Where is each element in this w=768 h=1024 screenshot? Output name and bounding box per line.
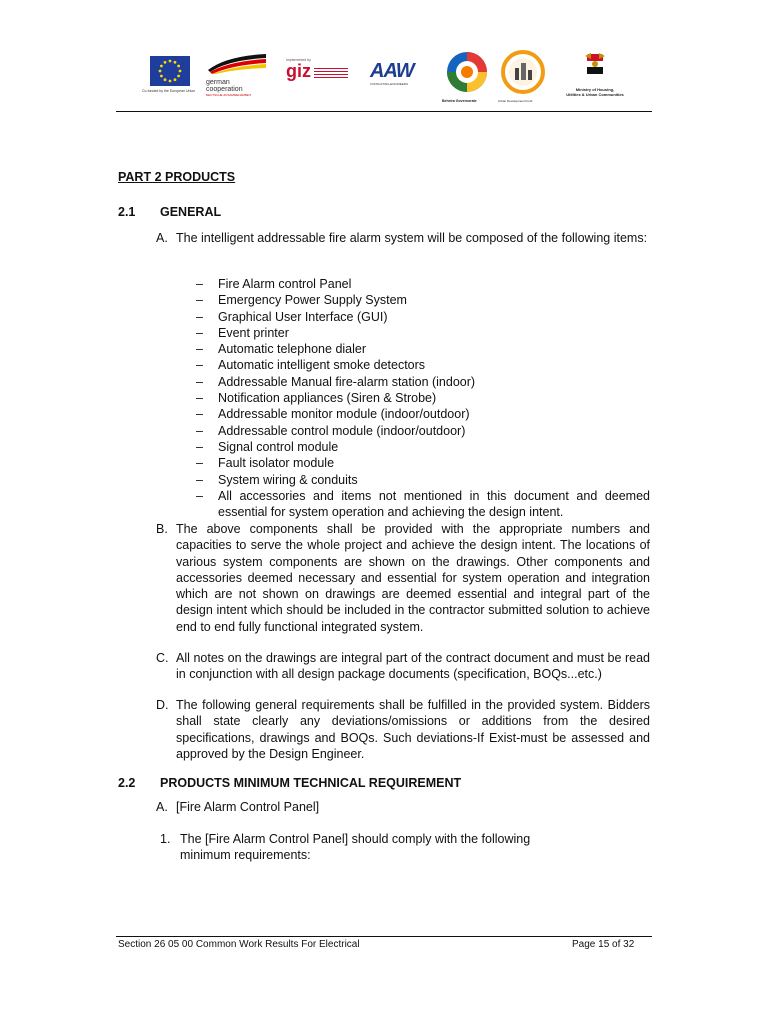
paragraph-text: The intelligent addressable fire alarm system will be composed of the following items: — [176, 231, 648, 245]
bullet-dash: – — [196, 391, 203, 406]
aaw-caption: CONSULTING ENGINEERS — [370, 82, 408, 86]
section-title: PRODUCTS MINIMUM TECHNICAL REQUIREMENT — [160, 776, 462, 790]
paragraph-text: All notes on the drawings are integral part of the contract document and must be read in conjunction with all design package documents (specification, BOQs...etc.) — [176, 651, 650, 682]
list-item — [196, 292, 650, 308]
footer-divider — [116, 936, 652, 937]
section-heading-2-1 — [118, 205, 221, 219]
list-item-text: Addressable control module (indoor/outdoor) — [218, 423, 466, 438]
list-item-text: Signal control module — [218, 439, 339, 454]
paragraph-letter: B. — [156, 522, 168, 536]
list-item-text: Emergency Power Supply System — [218, 293, 407, 308]
list-item — [196, 423, 650, 439]
item-2-2-a-1 — [160, 831, 580, 864]
part-title: PART 2 PRODUCTS — [118, 170, 236, 184]
paragraph-text: The following general requirements shall be fulfilled in the provided system. Bidders shall state clearly any deviations/omissions or additions from the desired specifications, drawings and BOQs. Such deviations-If Exist-must be assessed and approved by the Design Engineer. — [176, 698, 650, 761]
german-label: german — [206, 79, 230, 86]
bullet-dash: – — [196, 456, 203, 471]
giz-logo — [286, 58, 356, 80]
beheira-caption: Beheira Governorate — [442, 99, 477, 103]
list-item-text: Automatic telephone dialer — [218, 342, 367, 357]
list-item-text: Automatic intelligent smoke detectors — [218, 358, 426, 373]
ministry-caption-1: Ministry of Housing, — [575, 87, 615, 92]
paragraph-letter: D. — [156, 698, 169, 712]
list-item-text: Event printer — [218, 325, 289, 340]
paragraph-a — [156, 230, 650, 246]
list-item-text: Fault isolator module — [218, 456, 335, 471]
list-item — [196, 341, 650, 357]
bullet-dash: – — [196, 358, 203, 373]
german-cooperation-logo — [206, 52, 268, 97]
cooperation-label: cooperation — [206, 86, 243, 93]
list-item-text: All accessories and items not mentioned in this document and deemed essential for system operation and achieving the design intent. — [218, 488, 650, 520]
list-item — [196, 406, 650, 422]
list-item — [196, 472, 650, 488]
bullet-dash: – — [196, 407, 203, 422]
list-item — [196, 309, 650, 325]
section-number: 2.2 — [118, 776, 136, 790]
paragraph-d — [156, 697, 650, 762]
header-divider — [116, 111, 652, 112]
item-text: The [Fire Alarm Control Panel] should comply with the following minimum requirements: — [180, 832, 531, 863]
bullet-dash: – — [196, 439, 203, 454]
bullet-dash: – — [196, 293, 203, 308]
section-title: GENERAL — [160, 205, 222, 219]
bullet-dash: – — [196, 374, 203, 389]
list-item — [196, 455, 650, 471]
list-item — [196, 357, 650, 373]
list-item-text: Notification appliances (Siren & Strobe) — [218, 391, 437, 406]
item-number: 1. — [160, 832, 171, 846]
paragraph-letter: A. — [156, 800, 168, 814]
paragraph-letter: C. — [156, 651, 169, 665]
section-number: 2.1 — [118, 205, 136, 219]
aaw-wordmark: AAW — [370, 60, 414, 82]
paragraph-2-2-a — [156, 799, 650, 815]
list-item-text: Fire Alarm control Panel — [218, 277, 352, 291]
list-item — [196, 439, 650, 455]
list-item-text: Graphical User Interface (GUI) — [218, 309, 388, 324]
bullet-dash: – — [196, 488, 203, 503]
giz-implemented-label: Implemented by — [286, 58, 311, 62]
ministry-caption-2: Utilities & Urban Communities — [566, 92, 624, 97]
bullet-dash: – — [196, 423, 203, 438]
paragraph-text: The above components shall be provided with the appropriate numbers and capacities to serve the whole project and achieve the design intent. The locations of various system components are shown on the drawings. Other components and accessories deemed necessary and essential for system operation and integration which are not shown on drawings are deemed essential and integral part of the design intent which should be included in the contractor submitted solution to achieve end to end fully functional integrated system. — [176, 522, 650, 634]
list-item — [196, 325, 650, 341]
list-item-text: Addressable monitor module (indoor/outdoor) — [218, 407, 470, 422]
list-item-text: System wiring & conduits — [218, 472, 358, 487]
list-item — [196, 276, 650, 292]
paragraph-c — [156, 650, 650, 683]
header-logo-strip — [136, 48, 626, 104]
eu-flag-logo — [142, 56, 198, 103]
udf-caption: Urban Development Fund — [498, 99, 533, 103]
bullet-dash: – — [196, 342, 203, 357]
list-item-text: Addressable Manual fire-alarm station (indoor) — [218, 374, 476, 389]
paragraph-b — [156, 521, 650, 635]
bullet-dash: – — [196, 472, 203, 487]
paragraph-text: [Fire Alarm Control Panel] — [176, 800, 320, 814]
paragraph-letter: A. — [156, 231, 168, 245]
urban-development-fund-logo — [498, 50, 548, 103]
ministry-housing-logo — [564, 52, 626, 97]
section-heading-2-2 — [118, 776, 461, 790]
giz-fineprint-graphic — [314, 68, 348, 80]
deutsche-label: DEUTSCHE ZUSAMMENARBEIT — [206, 93, 252, 97]
bullet-dash: – — [196, 325, 203, 340]
list-item — [196, 390, 650, 406]
footer-page-number: Page 15 of 32 — [572, 939, 635, 950]
list-item — [196, 488, 650, 521]
aaw-logo — [370, 60, 426, 86]
eu-caption: Co-funded by the European Union — [142, 89, 196, 93]
bullet-dash: – — [196, 277, 203, 291]
component-list — [196, 276, 650, 520]
giz-wordmark: giz — [286, 61, 311, 81]
beheira-governorate-logo — [442, 50, 492, 103]
footer-section-label: Section 26 05 00 Common Work Results For Electrical — [118, 939, 360, 950]
list-item — [196, 374, 650, 390]
bullet-dash: – — [196, 309, 203, 324]
